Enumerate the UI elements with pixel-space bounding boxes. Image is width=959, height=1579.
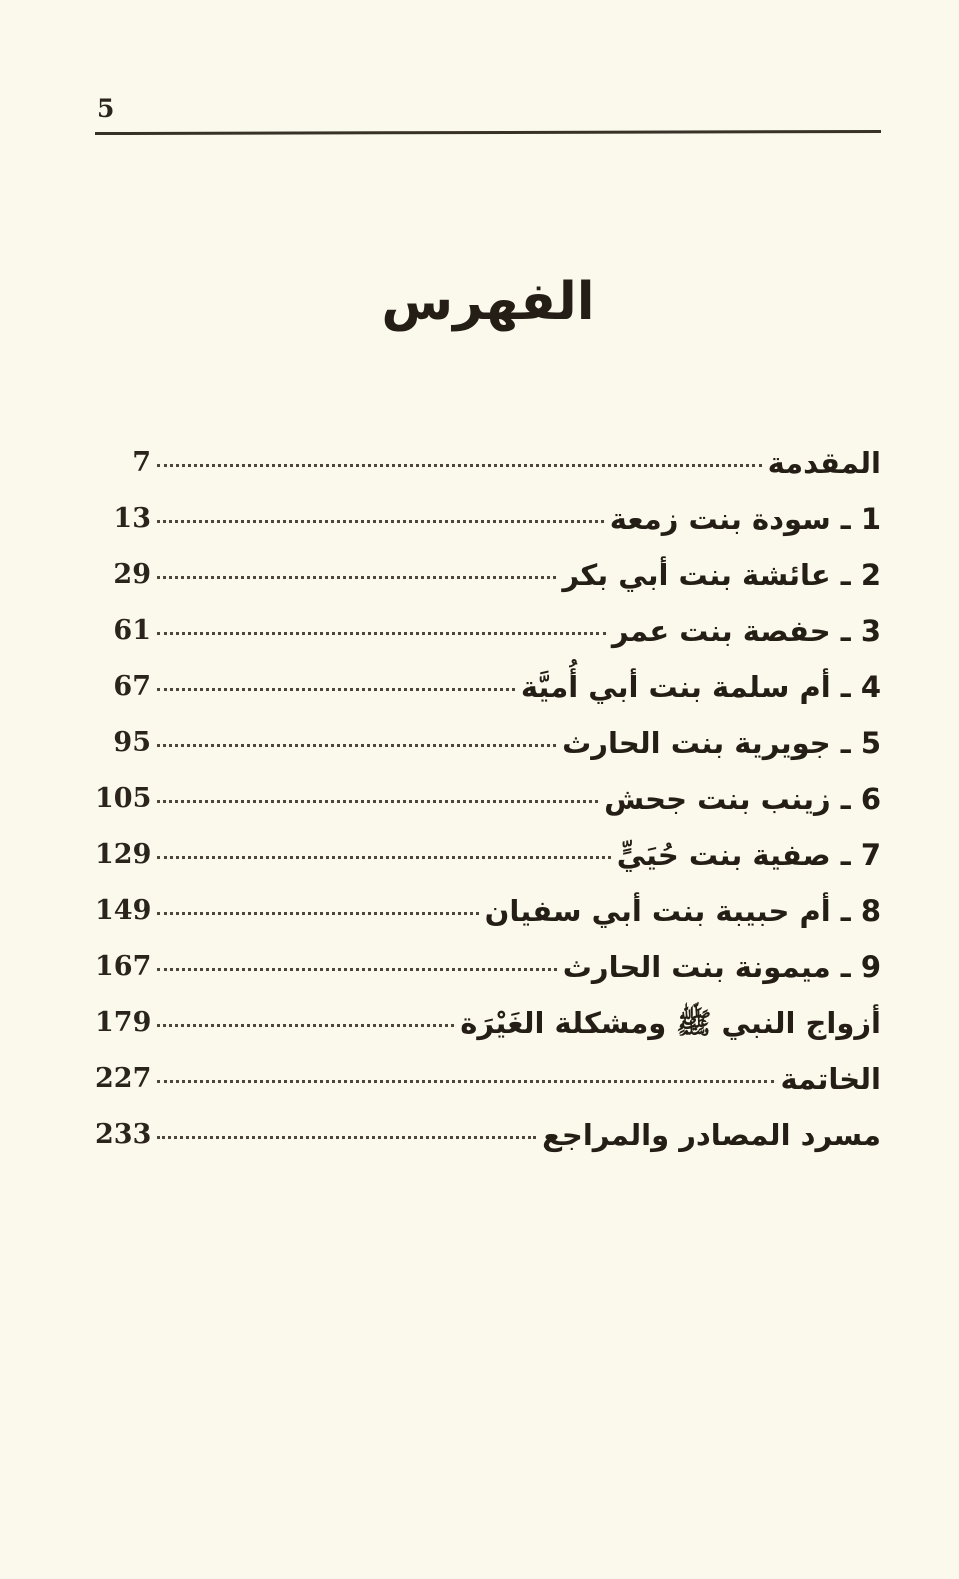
toc-leader-dots [157, 968, 556, 971]
toc-leader-dots [157, 1080, 774, 1083]
toc-entry [95, 1116, 881, 1172]
toc-leader-dots [157, 912, 478, 915]
toc-entry [95, 1004, 881, 1060]
toc-entry-label: 3 ـ حفصة بنت عمر [611, 614, 881, 648]
toc-entry-label: مسرد المصادر والمراجع [542, 1118, 881, 1152]
toc-entry [95, 668, 881, 724]
toc-entry [95, 500, 881, 556]
toc-entry-page-number: 129 [95, 839, 152, 870]
toc-leader-dots [157, 576, 556, 579]
folio-page-number: 5 [97, 94, 115, 123]
toc-entry-page-number: 105 [95, 783, 152, 814]
toc-entry-page-number: 7 [132, 447, 151, 478]
toc-entry-page-number: 13 [113, 503, 151, 534]
toc-entry-label: 1 ـ سودة بنت زمعة [609, 502, 881, 536]
toc-entry-page-number: 233 [95, 1119, 152, 1150]
toc-entry [95, 444, 881, 500]
toc-list [95, 444, 881, 1172]
toc-entry [95, 948, 881, 1004]
toc-entry [95, 724, 881, 780]
header-rule [95, 130, 881, 135]
toc-entry-label: 5 ـ جويرية بنت الحارث [562, 726, 881, 760]
toc-leader-dots [157, 520, 604, 523]
toc-leader-dots [157, 464, 762, 467]
toc-entry-page-number: 167 [95, 951, 152, 982]
toc-entry-page-number: 61 [113, 615, 151, 646]
toc-entry [95, 612, 881, 668]
toc-entry-label: 4 ـ أم سلمة بنت أبي أُميَّة [520, 670, 881, 704]
toc-leader-dots [157, 856, 610, 859]
toc-entry-label: 9 ـ ميمونة بنت الحارث [562, 950, 881, 984]
toc-entry-label: 6 ـ زينب بنت جحش [604, 782, 881, 816]
toc-leader-dots [157, 1024, 454, 1027]
toc-entry-page-number: 149 [95, 895, 152, 926]
toc-entry-label: المقدمة [767, 446, 881, 480]
toc-entry [95, 556, 881, 612]
toc-entry-page-number: 95 [113, 727, 151, 758]
toc-entry-label: 7 ـ صفية بنت حُيَيٍّ [616, 838, 881, 872]
page-title: الفهرس [381, 272, 595, 332]
toc-leader-dots [157, 800, 598, 803]
toc-leader-dots [157, 1136, 536, 1139]
toc-entry [95, 836, 881, 892]
toc-entry-label: 2 ـ عائشة بنت أبي بكر [562, 558, 881, 592]
toc-entry-page-number: 29 [113, 559, 151, 590]
toc-entry [95, 1060, 881, 1116]
toc-entry-label: 8 ـ أم حبيبة بنت أبي سفيان [484, 894, 881, 928]
toc-entry-page-number: 67 [113, 671, 151, 702]
toc-leader-dots [157, 744, 556, 747]
toc-entry-label: الخاتمة [780, 1062, 881, 1096]
toc-leader-dots [157, 632, 606, 635]
toc-leader-dots [157, 688, 515, 691]
toc-entry-page-number: 179 [95, 1007, 152, 1038]
toc-entry-page-number: 227 [95, 1063, 152, 1094]
toc-entry [95, 780, 881, 836]
toc-entry-label: أزواج النبي ﷺ ومشكلة الغَيْرَة [460, 1006, 881, 1040]
toc-entry [95, 892, 881, 948]
page-header [95, 96, 881, 134]
